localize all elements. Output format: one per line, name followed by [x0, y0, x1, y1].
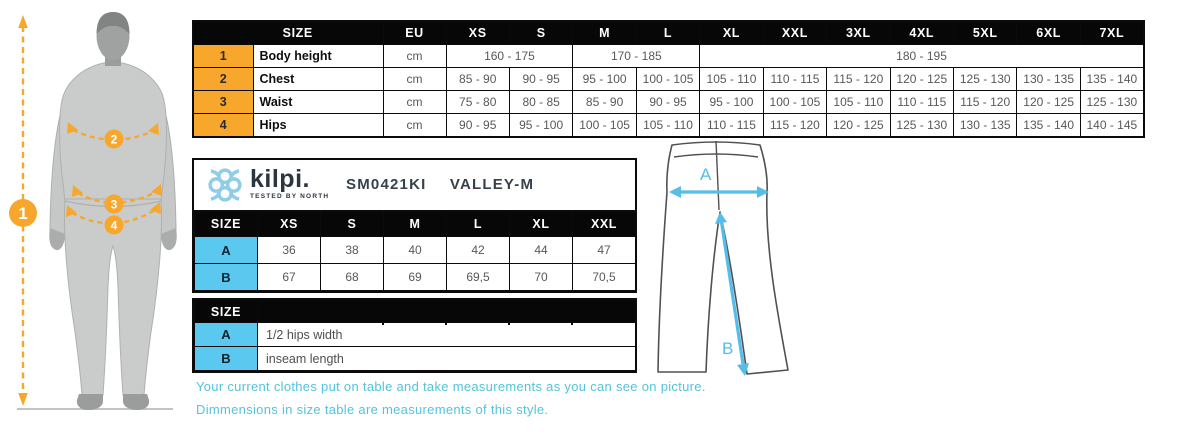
- row-number-cell: 4: [193, 114, 253, 138]
- range-value-cell: 130 - 135: [954, 114, 1017, 138]
- size-column-header: 4XL: [890, 21, 953, 45]
- dimension-value-cell: 69: [384, 264, 447, 291]
- arrow-down-icon: [18, 393, 28, 406]
- range-value-cell: 90 - 95: [446, 114, 509, 138]
- range-value-cell: 105 - 110: [700, 68, 763, 91]
- brand-tagline: TESTED BY NORTH: [250, 193, 330, 200]
- pants-label-a: A: [700, 165, 712, 184]
- legend-letter-cell: B: [195, 347, 258, 371]
- range-value-cell: 170 - 185: [573, 45, 700, 68]
- range-value-cell: 115 - 120: [763, 114, 826, 138]
- range-value-cell: 85 - 90: [573, 91, 636, 114]
- measurement-label-cell: Chest: [253, 68, 383, 91]
- range-value-cell: 120 - 125: [827, 114, 890, 138]
- column-tick: [508, 321, 510, 325]
- kilpi-logo-icon: [204, 164, 246, 206]
- product-dimension-row: [195, 264, 636, 291]
- unit-cell: cm: [383, 91, 446, 114]
- range-value-cell: 140 - 145: [1080, 114, 1143, 138]
- product-dimension-row: [195, 237, 636, 264]
- range-value-cell: 90 - 95: [636, 91, 699, 114]
- marker-3-label: 3: [110, 197, 118, 212]
- range-value-cell: 105 - 110: [636, 114, 699, 138]
- product-size-column-header: XL: [510, 211, 573, 237]
- range-value-cell: 105 - 110: [827, 91, 890, 114]
- figure-left-foot: [77, 394, 103, 410]
- size-column-header: 5XL: [954, 21, 1017, 45]
- dimension-value-cell: 68: [321, 264, 384, 291]
- dimension-letter-cell: B: [195, 264, 258, 291]
- range-value-cell: 115 - 120: [827, 68, 890, 91]
- product-title: [346, 176, 552, 193]
- brand-name: kilpi.: [250, 165, 310, 193]
- marker-1-label: 1: [18, 204, 28, 223]
- column-tick: [571, 321, 573, 325]
- range-value-cell: 135 - 140: [1080, 68, 1143, 91]
- range-value-cell: 160 - 175: [446, 45, 573, 68]
- dimension-value-cell: 44: [510, 237, 573, 264]
- size-column-header: M: [573, 21, 636, 45]
- unit-cell: cm: [383, 45, 446, 68]
- dimension-letter-cell: A: [195, 237, 258, 264]
- size-column-header: XL: [700, 21, 763, 45]
- range-value-cell: 120 - 125: [890, 68, 953, 91]
- product-size-column-header: L: [447, 211, 510, 237]
- legend-letter-cell: A: [195, 323, 258, 347]
- column-tick: [382, 321, 384, 325]
- size-column-header: XS: [446, 21, 509, 45]
- product-header: [194, 160, 635, 210]
- range-value-cell: 110 - 115: [700, 114, 763, 138]
- legend-size-header: SIZE: [195, 301, 258, 323]
- pants-label-b: B: [722, 339, 734, 358]
- size-column-header: XXL: [763, 21, 826, 45]
- range-value-cell: 120 - 125: [1017, 91, 1080, 114]
- product-size-table: [192, 158, 637, 293]
- range-value-cell: 115 - 120: [954, 91, 1017, 114]
- legend-description-cell: 1/2 hips width: [258, 323, 636, 347]
- note-line-1: Your current clothes put on table and take measurements as you can see on picture.: [196, 379, 706, 394]
- measurement-row: [193, 91, 1144, 114]
- range-value-cell: 100 - 105: [573, 114, 636, 138]
- row-number-cell: 1: [193, 45, 253, 68]
- size-column-header: L: [636, 21, 699, 45]
- range-value-cell: 95 - 100: [573, 68, 636, 91]
- arrow-up-icon: [18, 15, 28, 28]
- dimension-value-cell: 42: [447, 237, 510, 264]
- row-number-cell: 2: [193, 68, 253, 91]
- range-value-cell: 110 - 115: [890, 91, 953, 114]
- dimension-value-cell: 47: [573, 237, 636, 264]
- product-size-column-header: S: [321, 211, 384, 237]
- range-value-cell: 75 - 80: [446, 91, 509, 114]
- measurement-row: [193, 45, 1144, 68]
- body-measurement-figure: [5, 2, 190, 417]
- range-value-cell: 110 - 115: [763, 68, 826, 91]
- dimension-value-cell: 70: [510, 264, 573, 291]
- product-name: VALLEY-M: [449, 176, 535, 193]
- measurement-notes: [196, 376, 706, 421]
- range-value-cell: 135 - 140: [1017, 114, 1080, 138]
- measurement-row: [193, 68, 1144, 91]
- note-line-2: Dimmensions in size table are measurements of this style.: [196, 401, 549, 417]
- size-column-header: S: [509, 21, 572, 45]
- range-value-cell: 100 - 105: [763, 91, 826, 114]
- main-size-table: [192, 20, 1145, 138]
- row-number-cell: 3: [193, 91, 253, 114]
- pants-measurement-diagram: [645, 136, 805, 386]
- legend-row: [195, 347, 636, 371]
- dimension-value-cell: 36: [258, 237, 321, 264]
- marker-4-label: 4: [110, 218, 118, 233]
- product-code: SM0421KI: [346, 176, 427, 193]
- range-value-cell: 95 - 100: [509, 114, 572, 138]
- measurement-row: [193, 114, 1144, 138]
- marker-2-label: 2: [110, 132, 118, 147]
- range-value-cell: 125 - 130: [1080, 91, 1143, 114]
- range-value-cell: 125 - 130: [890, 114, 953, 138]
- main-table-size-header: SIZE: [193, 21, 383, 45]
- product-size-column-header: M: [384, 211, 447, 237]
- range-value-cell: 125 - 130: [954, 68, 1017, 91]
- legend-table: [192, 298, 637, 373]
- figure-right-foot: [123, 394, 149, 410]
- range-value-cell: 130 - 135: [1017, 68, 1080, 91]
- range-value-cell: 100 - 105: [636, 68, 699, 91]
- size-column-header: 7XL: [1080, 21, 1143, 45]
- product-size-header: SIZE: [195, 211, 258, 237]
- measurement-label-cell: Hips: [253, 114, 383, 138]
- dimension-value-cell: 69,5: [447, 264, 510, 291]
- unit-cell: cm: [383, 68, 446, 91]
- measurement-label-cell: Waist: [253, 91, 383, 114]
- dimension-value-cell: 67: [258, 264, 321, 291]
- product-size-column-header: XXL: [573, 211, 636, 237]
- size-column-header: 3XL: [827, 21, 890, 45]
- legend-row: [195, 323, 636, 347]
- range-value-cell: 180 - 195: [700, 45, 1144, 68]
- dimension-value-cell: 38: [321, 237, 384, 264]
- range-value-cell: 90 - 95: [509, 68, 572, 91]
- size-column-header: 6XL: [1017, 21, 1080, 45]
- dimension-value-cell: 40: [384, 237, 447, 264]
- column-tick: [445, 321, 447, 325]
- range-value-cell: 85 - 90: [446, 68, 509, 91]
- dimension-value-cell: 70,5: [573, 264, 636, 291]
- main-table-unit-header: EU: [383, 21, 446, 45]
- measurement-label-cell: Body height: [253, 45, 383, 68]
- product-size-column-header: XS: [258, 211, 321, 237]
- legend-header-spacer: [258, 301, 636, 323]
- range-value-cell: 95 - 100: [700, 91, 763, 114]
- range-value-cell: 80 - 85: [509, 91, 572, 114]
- legend-description-cell: inseam length: [258, 347, 636, 371]
- unit-cell: cm: [383, 114, 446, 138]
